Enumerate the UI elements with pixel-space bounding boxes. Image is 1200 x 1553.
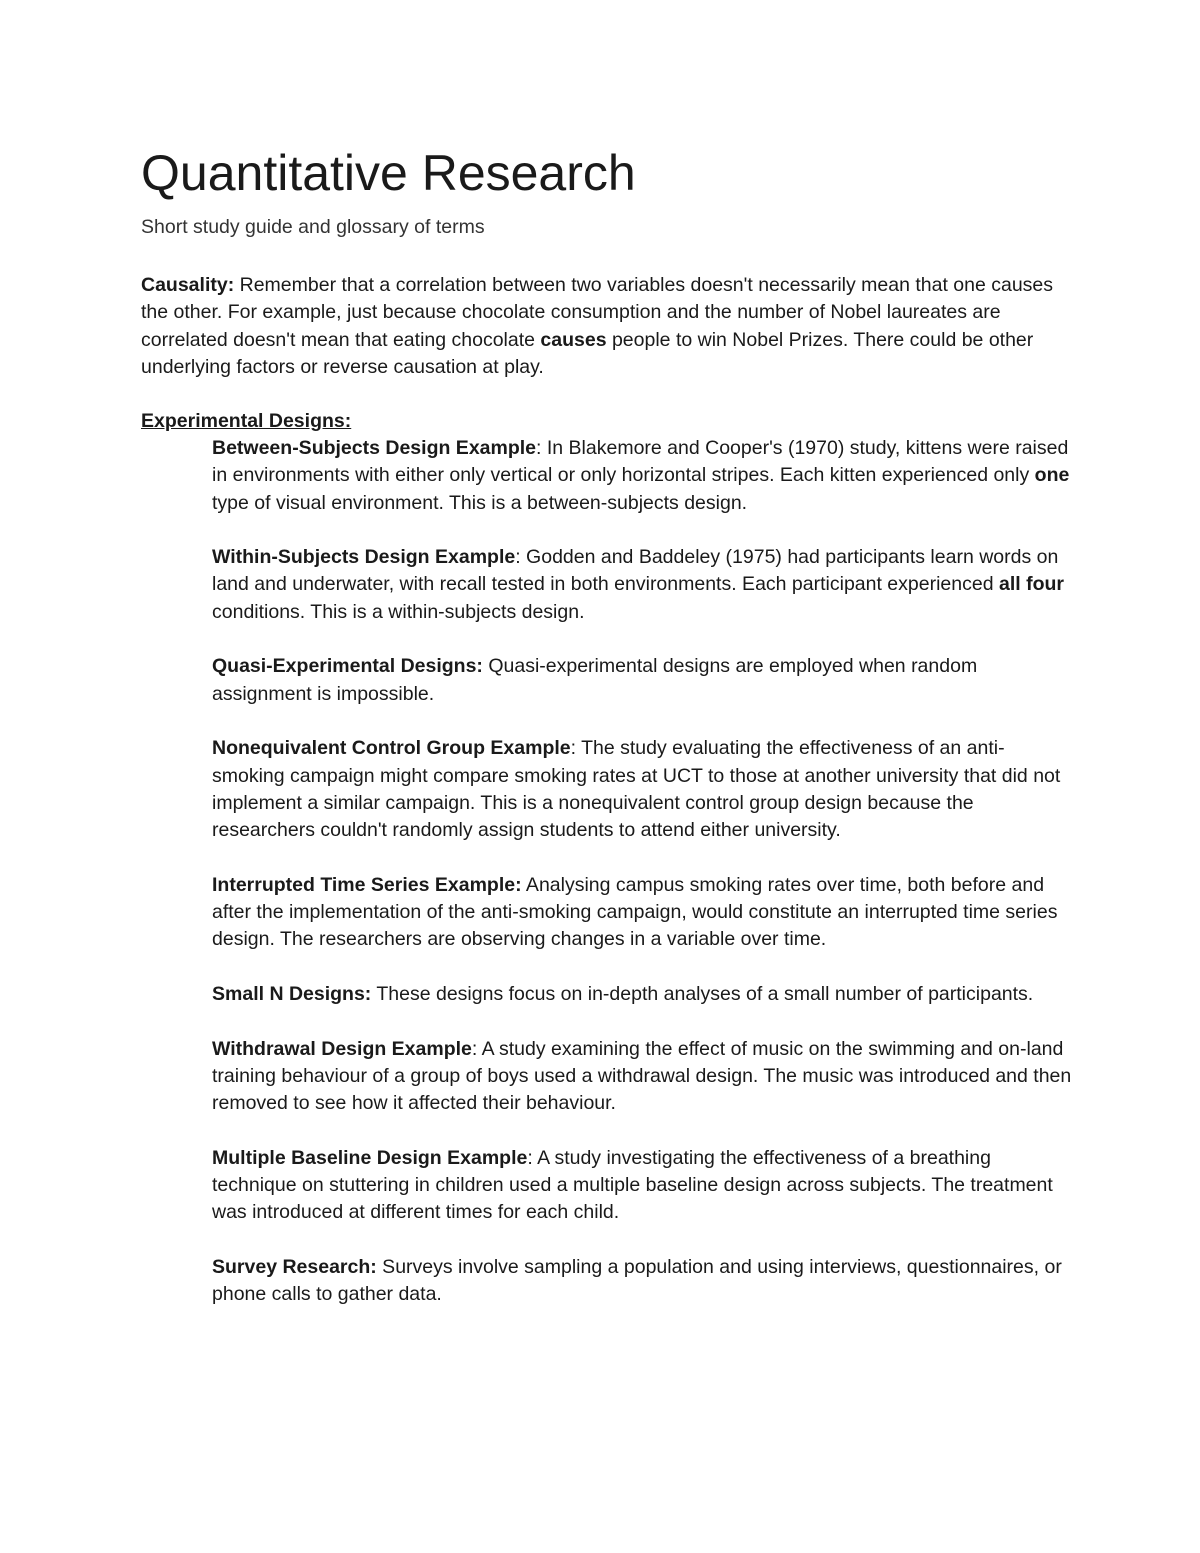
quasi-experimental-text: Quasi-experimental designs are employed when random assignment is impossible.	[212, 655, 978, 705]
experimental-designs-list	[212, 435, 1074, 1336]
within-subjects-text-2: conditions. This is a within-subjects design.	[212, 600, 585, 623]
withdrawal-design-text: : A study examining the effect of music on the swimming and on-land training behaviour of a group of boys used a withdrawal design. The music was introduced and then removed to see how it affected their behaviour.	[212, 1037, 1072, 1115]
interrupted-time-series-term: Interrupted Time Series Example:	[212, 873, 522, 896]
nonequivalent-control-text: : The study evaluating the effectiveness of an anti-smoking campaign might compare smoking rates at UCT to those at another university that did not implement a similar campaign. This is a nonequivalent control group design because the researchers couldn't randomly assign students to attend either university.	[212, 737, 1061, 842]
multiple-baseline-item	[212, 1145, 1074, 1227]
quasi-experimental-item	[212, 653, 1074, 708]
multiple-baseline-text: : A study investigating the effectiveness of a breathing technique on stuttering in children used a multiple baseline design across subjects. The treatment was introduced at different times for each child.	[212, 1146, 1053, 1224]
survey-research-text: Surveys involve sampling a population and using interviews, questionnaires, or phone calls to gather data.	[212, 1255, 1062, 1306]
within-subjects-emphasis: all four	[998, 573, 1064, 596]
within-subjects-text-1: : Godden and Baddeley (1975) had participants learn words on land and underwater, with recall tested in both environments. Each participant experienced	[212, 546, 1059, 596]
small-n-term: Small N Designs:	[212, 982, 372, 1005]
nonequivalent-control-item	[212, 735, 1074, 844]
interrupted-time-series-text: Analysing campus smoking rates over time, both before and after the implementation of the anti-smoking campaign, would constitute an interrupted time series design. The researchers are observing changes in a variable over time.	[212, 873, 1058, 951]
within-subjects-item	[212, 544, 1074, 626]
between-subjects-term: Between-Subjects Design Example	[212, 437, 537, 459]
between-subjects-item	[212, 435, 1074, 517]
survey-research-item	[212, 1254, 1074, 1309]
between-subjects-text-2: type of visual environment. This is a between-subjects design.	[212, 491, 748, 514]
causality-text-2: people to win Nobel Prizes. There could be other underlying factors or reverse causation at play.	[141, 328, 1034, 378]
small-n-text: These designs focus on in-depth analyses of a small number of participants.	[371, 982, 1034, 1005]
document-title: Quantitative Research	[141, 145, 636, 201]
multiple-baseline-term: Multiple Baseline Design Example	[212, 1146, 528, 1169]
causality-emphasis: causes	[540, 328, 607, 351]
within-subjects-term: Within-Subjects Design Example	[212, 546, 516, 569]
causality-term: Causality:	[141, 274, 235, 296]
small-n-item	[212, 981, 1074, 1008]
document-subtitle: Short study guide and glossary of terms	[141, 216, 485, 238]
causality-text-1: Remember that a correlation between two variables doesn't necessarily mean that one causes the other. For example, just because chocolate consumption and the number of Nobel laureates are correlated doesn't mean that eating chocolate	[141, 274, 1054, 351]
between-subjects-text-1: : In Blakemore and Cooper's (1970) study, kittens were raised in environments with either only vertical or only horizontal stripes. Each kitten experienced only	[212, 437, 1069, 487]
between-subjects-emphasis: one	[1034, 464, 1070, 487]
experimental-designs-heading: Experimental Designs:	[141, 410, 352, 432]
quasi-experimental-term: Quasi-Experimental Designs:	[212, 655, 483, 678]
interrupted-time-series-item	[212, 872, 1074, 954]
withdrawal-design-term: Withdrawal Design Example	[212, 1037, 472, 1060]
nonequivalent-control-term: Nonequivalent Control Group Example	[212, 737, 571, 760]
causality-paragraph	[141, 272, 1071, 381]
survey-research-term: Survey Research:	[212, 1255, 377, 1278]
withdrawal-design-item	[212, 1036, 1074, 1118]
